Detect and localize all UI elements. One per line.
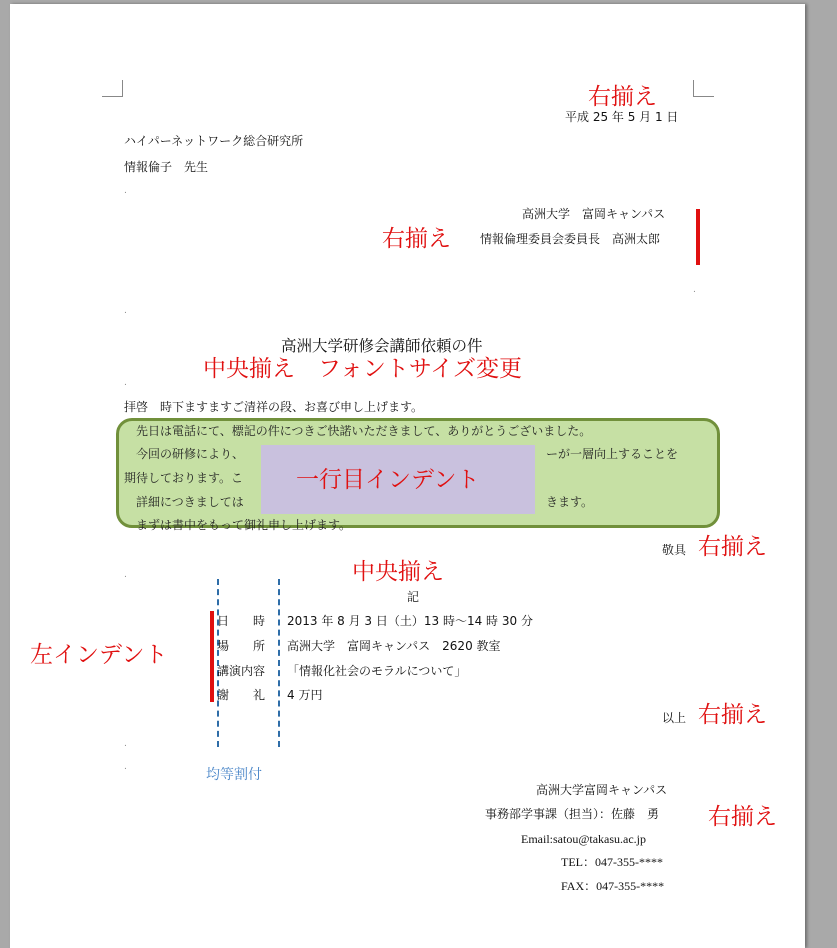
annotation-right-align-date: 右揃え <box>588 84 657 110</box>
letter-subject: 高洲大学研修会講師依頼の件 <box>281 337 483 355</box>
annotation-first-line-indent: 一行目インデント <box>296 467 480 493</box>
distributed-guide-left <box>217 579 219 747</box>
paragraph-mark: . <box>124 186 127 196</box>
greeting-line: 拝啓 時下ますますご清祥の段、お喜び申し上げます。 <box>124 400 424 414</box>
annotation-right-align-closing: 右揃え <box>698 534 767 560</box>
paragraph-mark: . <box>124 378 127 388</box>
contact-tel: TEL：047-355-**** <box>561 855 663 869</box>
body-line-5: まずは書中をもって御礼申し上げます。 <box>136 518 352 532</box>
annotation-right-align-contact: 右揃え <box>708 804 777 830</box>
notice-row-value: 「情報化社会のモラルについて」 <box>287 664 467 678</box>
margin-corner-top-left <box>102 80 123 97</box>
annotation-center-font-size: 中央揃え フォントサイズ変更 <box>203 356 523 382</box>
annotation-distributed: 均等割付 <box>206 767 262 783</box>
notice-row-label: 場 所 <box>217 639 266 653</box>
notice-row-value: 2013 年 8 月 3 日（土）13 時～14 時 30 分 <box>287 614 533 628</box>
notice-row-value: 4 万円 <box>287 688 323 702</box>
body-line-4a: 詳細につきましては <box>136 495 244 509</box>
notice-end: 以上 <box>662 711 687 725</box>
document-page <box>10 4 805 948</box>
margin-corner-top-right <box>693 80 714 97</box>
body-line-1: 先日は電話にて、標記の件につきご快諾いただきまして、ありがとうございました。 <box>136 424 592 438</box>
recipient-name: 情報倫子 先生 <box>124 160 209 174</box>
body-line-2a: 今回の研修により、 <box>136 447 245 461</box>
distributed-guide-right <box>278 579 280 747</box>
notice-row-value: 高洲大学 富岡キャンパス 2620 教室 <box>287 639 501 653</box>
contact-email: Email:satou@takasu.ac.jp <box>521 832 647 846</box>
closing-keigu: 敬具 <box>662 543 687 557</box>
paragraph-mark: . <box>124 762 127 772</box>
notice-row-label: 謝 礼 <box>217 688 266 702</box>
paragraph-mark: . <box>124 739 127 749</box>
body-line-3: 期待しております。こ <box>124 471 244 485</box>
notice-heading: 記 <box>407 590 420 604</box>
sender-org: 高洲大学 富岡キャンパス <box>522 207 666 221</box>
paragraph-mark: . <box>124 306 127 316</box>
letter-date: 平成 25 年 5 月 1 日 <box>565 110 679 124</box>
contact-fax: FAX：047-355-**** <box>561 879 665 893</box>
annotation-right-align-end: 右揃え <box>698 702 767 728</box>
paragraph-mark: . <box>693 285 696 295</box>
notice-row-label: 日 時 <box>217 614 266 628</box>
body-line-2b: ーが一層向上することを <box>546 447 679 461</box>
paragraph-mark: . <box>124 570 127 580</box>
recipient-org: ハイパーネットワーク総合研究所 <box>124 134 304 148</box>
right-align-marker-bar <box>696 209 700 265</box>
annotation-right-align-sender: 右揃え <box>382 226 451 252</box>
annotation-center-align-notice: 中央揃え <box>352 559 444 585</box>
annotation-left-indent: 左インデント <box>30 642 168 668</box>
notice-row-label: 講演内容 <box>217 664 266 678</box>
contact-dept: 事務部学事課（担当）：佐藤 勇 <box>485 807 660 821</box>
body-line-4b: きます。 <box>546 495 594 509</box>
sender-title-name: 情報倫理委員会委員長 高洲太郎 <box>480 232 661 246</box>
left-indent-marker-bar <box>210 611 214 702</box>
contact-org: 高洲大学富岡キャンパス <box>536 783 668 797</box>
